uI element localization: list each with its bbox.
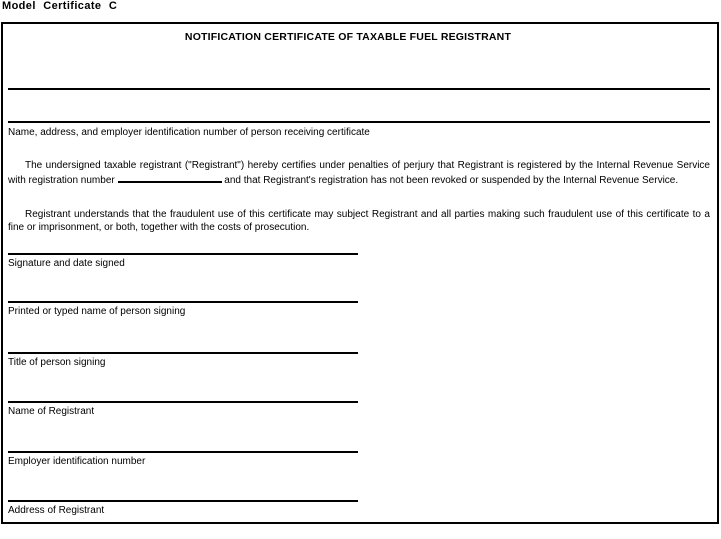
certificate-box <box>1 22 719 524</box>
document-title: Model Certificate C <box>2 0 118 12</box>
certification-paragraph <box>8 159 710 187</box>
recipient-writein-line-1 <box>8 88 710 90</box>
field-label: Employer identification number <box>8 456 146 467</box>
certification-text-after-blank: and that Registrant's registration has not been revoked or suspended by the Internal Revenue Service. <box>224 175 679 186</box>
field-label: Signature and date signed <box>8 258 125 269</box>
field-printed-name <box>8 301 358 317</box>
recipient-label: Name, address, and employer identification number of person receiving certificate <box>8 127 370 138</box>
field-employer-identification-number <box>8 451 358 467</box>
field-title-of-signer <box>8 352 358 368</box>
field-address-of-registrant <box>8 500 358 516</box>
field-label: Title of person signing <box>8 357 106 368</box>
fraudulent-use-paragraph: Registrant understands that the fraudulent use of this certificate may subject Registrant and all parties making such fraudulent use of this certificate to a fine or imprisonment, or both, together with the costs of prosecution. <box>8 209 710 233</box>
certification-text-before-blank: The undersigned taxable registrant ("Registrant") hereby certifies under penalties of perjury that Registrant is registered by the Internal Revenue Service with registration number <box>8 160 710 186</box>
field-signature-and-date <box>8 253 358 269</box>
field-label: Address of Registrant <box>8 505 105 516</box>
recipient-writein-line-2 <box>8 121 710 123</box>
field-label: Name of Registrant <box>8 406 95 417</box>
certificate-heading: NOTIFICATION CERTIFICATE OF TAXABLE FUEL REGISTRANT <box>184 31 512 43</box>
registration-number-blank <box>118 172 222 183</box>
field-label: Printed or typed name of person signing <box>8 306 186 317</box>
field-name-of-registrant <box>8 401 358 417</box>
